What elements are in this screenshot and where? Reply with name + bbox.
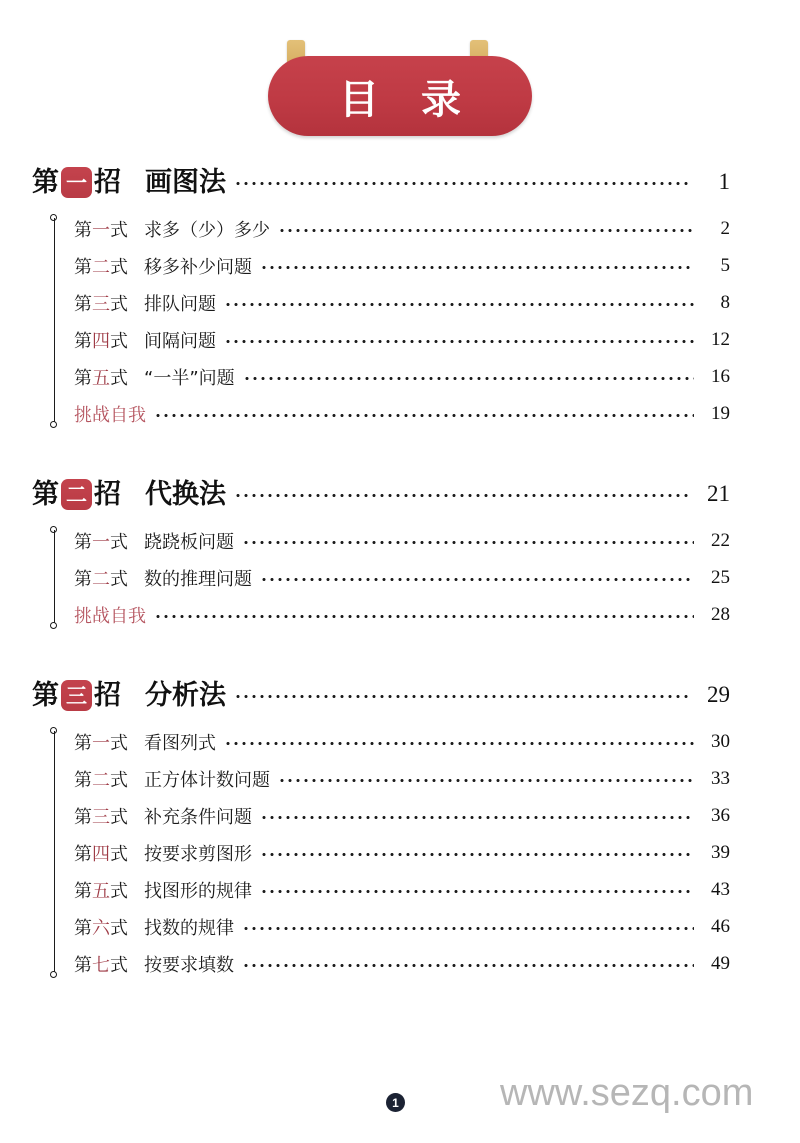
item-title: 正方体计数问题 bbox=[144, 769, 270, 791]
dot-leader bbox=[242, 956, 694, 972]
chapter-title: 画图法 bbox=[145, 166, 226, 198]
item-title: 找数的规律 bbox=[144, 917, 234, 939]
item-title: 看图列式 bbox=[144, 732, 216, 754]
item-page-number: 25 bbox=[711, 566, 730, 588]
dot-leader bbox=[260, 258, 694, 274]
item-number: 二 bbox=[92, 769, 110, 791]
table-of-contents bbox=[0, 160, 800, 982]
chapter-suffix: 招 bbox=[94, 166, 121, 198]
item-title: 求多（少）多少 bbox=[144, 219, 270, 241]
item-number: 四 bbox=[92, 330, 110, 352]
chapter-title: 分析法 bbox=[145, 679, 226, 711]
bracket-stem bbox=[54, 731, 55, 974]
dot-leader bbox=[154, 607, 694, 623]
bracket-stem bbox=[54, 218, 55, 424]
item-suffix: 式 bbox=[110, 330, 128, 352]
item-number: 四 bbox=[92, 843, 110, 865]
item-prefix: 第 bbox=[74, 367, 92, 389]
toc-banner bbox=[0, 40, 800, 150]
chapter-number-badge: 一 bbox=[61, 167, 92, 198]
toc-item[interactable] bbox=[32, 908, 800, 945]
toc-item[interactable] bbox=[32, 522, 800, 559]
toc-item[interactable] bbox=[32, 247, 800, 284]
bracket-dot-bottom-icon bbox=[50, 421, 57, 428]
item-number: 六 bbox=[92, 917, 110, 939]
chapter-items bbox=[0, 522, 800, 633]
item-suffix: 式 bbox=[110, 843, 128, 865]
chapter-header[interactable] bbox=[0, 472, 800, 516]
item-title: 按要求填数 bbox=[144, 954, 234, 976]
chapter bbox=[0, 472, 800, 633]
item-prefix: 第 bbox=[74, 806, 92, 828]
item-title: 补充条件问题 bbox=[144, 806, 252, 828]
item-page-number: 2 bbox=[720, 217, 730, 239]
dot-leader bbox=[260, 808, 694, 824]
item-title: 移多补少问题 bbox=[144, 256, 252, 278]
item-suffix: 式 bbox=[110, 769, 128, 791]
item-prefix: 第 bbox=[74, 330, 92, 352]
item-number: 一 bbox=[92, 219, 110, 241]
toc-item[interactable] bbox=[32, 797, 800, 834]
chapter-prefix: 第 bbox=[32, 166, 59, 198]
item-page-number: 33 bbox=[711, 767, 730, 789]
dot-leader bbox=[278, 221, 694, 237]
item-suffix: 式 bbox=[110, 954, 128, 976]
page-number-badge: 1 bbox=[386, 1093, 405, 1112]
item-number: 一 bbox=[92, 531, 110, 553]
item-title: 间隔问题 bbox=[144, 330, 216, 352]
challenge-item[interactable] bbox=[32, 395, 800, 432]
bracket-stem bbox=[54, 530, 55, 625]
dot-leader bbox=[234, 174, 690, 190]
item-prefix: 第 bbox=[74, 219, 92, 241]
toc-item[interactable] bbox=[32, 834, 800, 871]
item-page-number: 49 bbox=[711, 952, 730, 974]
chapter-title: 代换法 bbox=[145, 478, 226, 510]
item-page-number: 39 bbox=[711, 841, 730, 863]
item-page-number: 19 bbox=[711, 402, 730, 424]
watermark: www.sezq.com bbox=[500, 1072, 754, 1114]
item-suffix: 式 bbox=[110, 917, 128, 939]
item-number: 二 bbox=[92, 568, 110, 590]
chapter-items bbox=[0, 723, 800, 982]
item-page-number: 30 bbox=[711, 730, 730, 752]
item-prefix: 第 bbox=[74, 732, 92, 754]
chapter-items bbox=[0, 210, 800, 432]
chapter-suffix: 招 bbox=[94, 478, 121, 510]
item-suffix: 式 bbox=[110, 531, 128, 553]
item-page-number: 43 bbox=[711, 878, 730, 900]
dot-leader bbox=[224, 295, 694, 311]
item-page-number: 16 bbox=[711, 365, 730, 387]
toc-item[interactable] bbox=[32, 559, 800, 596]
item-prefix: 第 bbox=[74, 568, 92, 590]
toc-item[interactable] bbox=[32, 871, 800, 908]
dot-leader bbox=[234, 687, 690, 703]
item-suffix: 式 bbox=[110, 293, 128, 315]
item-suffix: 式 bbox=[110, 732, 128, 754]
item-page-number: 22 bbox=[711, 529, 730, 551]
item-prefix: 第 bbox=[74, 880, 92, 902]
dot-leader bbox=[224, 332, 694, 348]
dot-leader bbox=[224, 734, 694, 750]
dot-leader bbox=[154, 406, 694, 422]
item-prefix: 第 bbox=[74, 843, 92, 865]
chapter-suffix: 招 bbox=[94, 679, 121, 711]
banner-plate bbox=[268, 56, 532, 136]
toc-item[interactable] bbox=[32, 945, 800, 982]
item-number: 三 bbox=[92, 293, 110, 315]
challenge-item[interactable] bbox=[32, 596, 800, 633]
item-number: 五 bbox=[92, 880, 110, 902]
dot-leader bbox=[260, 845, 694, 861]
dot-leader bbox=[234, 486, 690, 502]
item-page-number: 12 bbox=[711, 328, 730, 350]
item-suffix: 式 bbox=[110, 219, 128, 241]
item-title: 跷跷板问题 bbox=[144, 531, 234, 553]
chapter-header[interactable] bbox=[0, 673, 800, 717]
item-page-number: 8 bbox=[720, 291, 730, 313]
item-page-number: 5 bbox=[720, 254, 730, 276]
chapter-header[interactable] bbox=[0, 160, 800, 204]
chapter-number-badge: 三 bbox=[61, 680, 92, 711]
dot-leader bbox=[260, 570, 694, 586]
item-number: 五 bbox=[92, 367, 110, 389]
toc-item[interactable] bbox=[32, 321, 800, 358]
toc-item[interactable] bbox=[32, 358, 800, 395]
item-prefix: 第 bbox=[74, 256, 92, 278]
item-suffix: 式 bbox=[110, 256, 128, 278]
bracket-line bbox=[50, 526, 59, 629]
chapter-page-number: 1 bbox=[718, 169, 730, 194]
bracket-dot-bottom-icon bbox=[50, 971, 57, 978]
dot-leader bbox=[242, 533, 694, 549]
item-title: 数的推理问题 bbox=[144, 568, 252, 590]
item-title: 挑战自我 bbox=[74, 404, 146, 426]
item-number: 三 bbox=[92, 806, 110, 828]
item-page-number: 46 bbox=[711, 915, 730, 937]
item-suffix: 式 bbox=[110, 367, 128, 389]
chapter-page-number: 29 bbox=[707, 682, 730, 707]
item-prefix: 第 bbox=[74, 917, 92, 939]
page-title: 目录 bbox=[339, 76, 503, 123]
item-title: 排队问题 bbox=[144, 293, 216, 315]
item-suffix: 式 bbox=[110, 806, 128, 828]
chapter bbox=[0, 673, 800, 982]
dot-leader bbox=[260, 882, 694, 898]
toc-item[interactable] bbox=[32, 760, 800, 797]
item-suffix: 式 bbox=[110, 880, 128, 902]
item-prefix: 第 bbox=[74, 531, 92, 553]
chapter bbox=[0, 160, 800, 432]
item-page-number: 36 bbox=[711, 804, 730, 826]
item-number: 七 bbox=[92, 954, 110, 976]
dot-leader bbox=[242, 919, 694, 935]
item-suffix: 式 bbox=[110, 568, 128, 590]
toc-item[interactable] bbox=[32, 210, 800, 247]
bracket-line bbox=[50, 214, 59, 428]
item-page-number: 28 bbox=[711, 603, 730, 625]
item-title: “一半”问题 bbox=[144, 367, 235, 389]
bracket-dot-bottom-icon bbox=[50, 622, 57, 629]
chapter-number-badge: 二 bbox=[61, 479, 92, 510]
item-prefix: 第 bbox=[74, 293, 92, 315]
item-number: 一 bbox=[92, 732, 110, 754]
bracket-line bbox=[50, 727, 59, 978]
toc-item[interactable] bbox=[32, 284, 800, 321]
item-prefix: 第 bbox=[74, 769, 92, 791]
item-title: 挑战自我 bbox=[74, 605, 146, 627]
item-title: 找图形的规律 bbox=[144, 880, 252, 902]
chapter-page-number: 21 bbox=[707, 481, 730, 506]
item-title: 按要求剪图形 bbox=[144, 843, 252, 865]
item-prefix: 第 bbox=[74, 954, 92, 976]
item-number: 二 bbox=[92, 256, 110, 278]
dot-leader bbox=[278, 771, 694, 787]
chapter-prefix: 第 bbox=[32, 478, 59, 510]
dot-leader bbox=[243, 369, 694, 385]
toc-item[interactable] bbox=[32, 723, 800, 760]
chapter-prefix: 第 bbox=[32, 679, 59, 711]
